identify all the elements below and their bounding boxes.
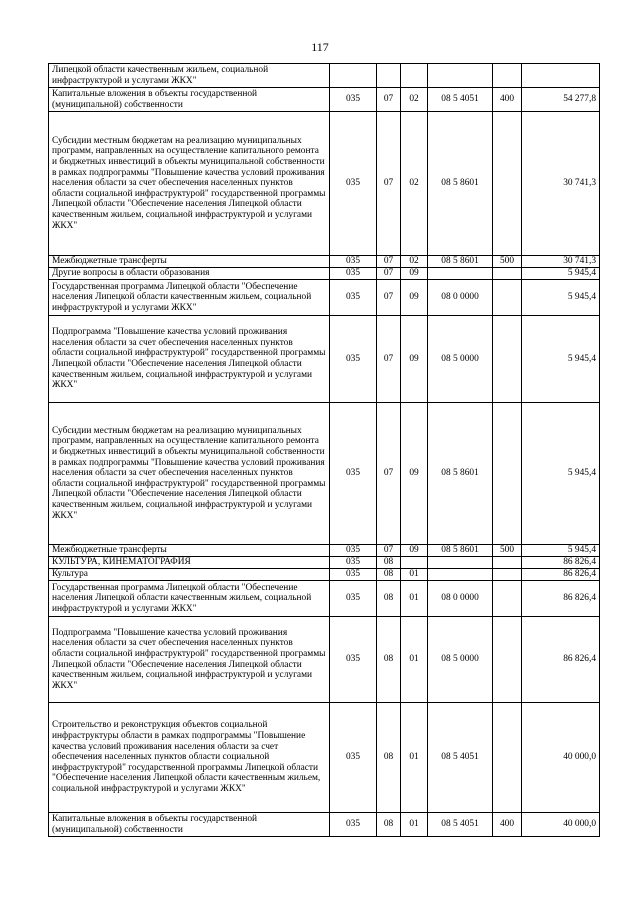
amount-cell: 86 826,4	[522, 581, 600, 617]
target-code-cell	[428, 64, 493, 88]
row-name-cell: Культура	[49, 569, 330, 581]
expense-type-cell	[493, 280, 522, 316]
admin-code-cell: 035	[330, 557, 377, 569]
admin-code-cell	[330, 64, 377, 88]
amount-cell: 5 945,4	[522, 316, 600, 403]
row-name-cell: Липецкой области качественным жильем, социальной инфраструктурой и услугами ЖКХ"	[49, 64, 330, 88]
table-row	[49, 569, 600, 581]
row-name-cell: Строительство и реконструкция объектов социальной инфраструктуры области в рамках подпрограммы "Повышение качества условий проживания населения области за счет обеспечения населенных пунктов области социальной инфраструктурой" государственной программы Липецкой области "Обеспечение населения Липецкой области качественным жильем, социальной инфраструктурой и услугами ЖКХ"	[49, 703, 330, 813]
amount-cell: 5 945,4	[522, 280, 600, 316]
target-code-cell: 08 5 8601	[428, 112, 493, 256]
admin-code-cell: 035	[330, 112, 377, 256]
amount-cell: 40 000,0	[522, 813, 600, 837]
section-code-cell: 07	[377, 268, 401, 280]
section-code-cell	[377, 64, 401, 88]
table-row	[49, 316, 600, 403]
subsection-code-cell: 01	[401, 703, 428, 813]
expense-type-cell: 400	[493, 88, 522, 112]
amount-cell: 40 000,0	[522, 703, 600, 813]
target-code-cell: 08 0 0000	[428, 581, 493, 617]
table-row	[49, 617, 600, 703]
target-code-cell: 08 5 8601	[428, 256, 493, 268]
row-name-cell: Субсидии местным бюджетам на реализацию муниципальных программ, направленных на осуществление капитального ремонта и бюджетных инвестиций в объекты муниципальной собственности в рамках подпрограммы "Повышение качества условий проживания населения области за счет обеспечения населенных пунктов области социальной инфраструктурой" государственной программы Липецкой области "Обеспечение населения Липецкой области качественным жильем, социальной инфраструктурой и услугами ЖКХ"	[49, 112, 330, 256]
expense-type-cell	[493, 703, 522, 813]
subsection-code-cell: 09	[401, 268, 428, 280]
section-code-cell: 08	[377, 581, 401, 617]
subsection-code-cell: 01	[401, 617, 428, 703]
subsection-code-cell: 09	[401, 403, 428, 545]
row-name-cell: Межбюджетные трансферты	[49, 256, 330, 268]
expense-type-cell	[493, 581, 522, 617]
table-row	[49, 112, 600, 256]
admin-code-cell: 035	[330, 280, 377, 316]
expense-type-cell	[493, 403, 522, 545]
table-row	[49, 557, 600, 569]
amount-cell: 86 826,4	[522, 569, 600, 581]
subsection-code-cell	[401, 557, 428, 569]
row-name-cell: Подпрограмма "Повышение качества условий проживания населения области за счет обеспечения населенных пунктов области социальной инфраструктурой" государственной программы Липецкой области "Обеспечение населения Липецкой области качественным жильем, социальной инфраструктурой и услугами ЖКХ"	[49, 617, 330, 703]
subsection-code-cell: 02	[401, 88, 428, 112]
target-code-cell: 08 5 8601	[428, 545, 493, 557]
table-row	[49, 256, 600, 268]
section-code-cell: 08	[377, 813, 401, 837]
admin-code-cell: 035	[330, 256, 377, 268]
admin-code-cell: 035	[330, 581, 377, 617]
row-name-cell: Подпрограмма "Повышение качества условий проживания населения области за счет обеспечения населенных пунктов области социальной инфраструктурой" государственной программы Липецкой области "Обеспечение населения Липецкой области качественным жильем, социальной инфраструктурой и услугами ЖКХ"	[49, 316, 330, 403]
admin-code-cell: 035	[330, 268, 377, 280]
target-code-cell: 08 5 0000	[428, 316, 493, 403]
expense-type-cell: 500	[493, 256, 522, 268]
subsection-code-cell: 09	[401, 545, 428, 557]
expense-type-cell	[493, 569, 522, 581]
target-code-cell	[428, 569, 493, 581]
target-code-cell: 08 5 4051	[428, 703, 493, 813]
amount-cell: 5 945,4	[522, 545, 600, 557]
row-name-cell: Государственная программа Липецкой области "Обеспечение населения Липецкой области качественным жильем, социальной инфраструктурой и услугами ЖКХ"	[49, 581, 330, 617]
row-name-cell: Капитальные вложения в объекты государственной (муниципальной) собственности	[49, 88, 330, 112]
row-name-cell: Субсидии местным бюджетам на реализацию муниципальных программ, направленных на осуществление капитального ремонта и бюджетных инвестиций в объекты муниципальной собственности в рамках подпрограммы "Повышение качества условий проживания населения области за счет обеспечения населенных пунктов области социальной инфраструктурой" государственной программы Липецкой области "Обеспечение населения Липецкой области качественным жильем, социальной инфраструктурой и услугами ЖКХ"	[49, 403, 330, 545]
table-row	[49, 88, 600, 112]
section-code-cell: 08	[377, 569, 401, 581]
subsection-code-cell: 02	[401, 112, 428, 256]
section-code-cell: 07	[377, 112, 401, 256]
table-row	[49, 581, 600, 617]
section-code-cell: 08	[377, 617, 401, 703]
table-row	[49, 64, 600, 88]
row-name-cell: Другие вопросы в области образования	[49, 268, 330, 280]
subsection-code-cell: 09	[401, 316, 428, 403]
subsection-code-cell: 01	[401, 813, 428, 837]
target-code-cell	[428, 557, 493, 569]
expense-type-cell	[493, 64, 522, 88]
amount-cell	[522, 64, 600, 88]
section-code-cell: 08	[377, 703, 401, 813]
section-code-cell: 07	[377, 256, 401, 268]
admin-code-cell: 035	[330, 569, 377, 581]
expense-type-cell	[493, 617, 522, 703]
section-code-cell: 07	[377, 280, 401, 316]
amount-cell: 30 741,3	[522, 256, 600, 268]
expense-type-cell: 400	[493, 813, 522, 837]
subsection-code-cell: 01	[401, 569, 428, 581]
page-number: 117	[311, 40, 329, 54]
table-row	[49, 268, 600, 280]
target-code-cell: 08 5 4051	[428, 88, 493, 112]
target-code-cell: 08 5 8601	[428, 403, 493, 545]
admin-code-cell: 035	[330, 545, 377, 557]
row-name-cell: Государственная программа Липецкой области "Обеспечение населения Липецкой области качественным жильем, социальной инфраструктурой и услугами ЖКХ"	[49, 280, 330, 316]
amount-cell: 5 945,4	[522, 403, 600, 545]
target-code-cell: 08 5 0000	[428, 617, 493, 703]
table-row	[49, 545, 600, 557]
amount-cell: 30 741,3	[522, 112, 600, 256]
subsection-code-cell: 09	[401, 280, 428, 316]
row-name-cell: Межбюджетные трансферты	[49, 545, 330, 557]
table-row	[49, 703, 600, 813]
table-row	[49, 280, 600, 316]
expense-type-cell	[493, 316, 522, 403]
amount-cell: 86 826,4	[522, 617, 600, 703]
row-name-cell: КУЛЬТУРА, КИНЕМАТОГРАФИЯ	[49, 557, 330, 569]
expense-type-cell	[493, 268, 522, 280]
admin-code-cell: 035	[330, 403, 377, 545]
budget-table	[48, 63, 600, 837]
target-code-cell: 08 5 4051	[428, 813, 493, 837]
expense-type-cell: 500	[493, 545, 522, 557]
admin-code-cell: 035	[330, 813, 377, 837]
table-row	[49, 813, 600, 837]
section-code-cell: 07	[377, 316, 401, 403]
target-code-cell	[428, 268, 493, 280]
subsection-code-cell: 01	[401, 581, 428, 617]
row-name-cell: Капитальные вложения в объекты государственной (муниципальной) собственности	[49, 813, 330, 837]
admin-code-cell: 035	[330, 703, 377, 813]
admin-code-cell: 035	[330, 617, 377, 703]
table-row	[49, 403, 600, 545]
section-code-cell: 07	[377, 88, 401, 112]
amount-cell: 86 826,4	[522, 557, 600, 569]
section-code-cell: 07	[377, 403, 401, 545]
subsection-code-cell	[401, 64, 428, 88]
target-code-cell: 08 0 0000	[428, 280, 493, 316]
admin-code-cell: 035	[330, 316, 377, 403]
section-code-cell: 08	[377, 557, 401, 569]
expense-type-cell	[493, 557, 522, 569]
admin-code-cell: 035	[330, 88, 377, 112]
amount-cell: 54 277,8	[522, 88, 600, 112]
amount-cell: 5 945,4	[522, 268, 600, 280]
expense-type-cell	[493, 112, 522, 256]
section-code-cell: 07	[377, 545, 401, 557]
subsection-code-cell: 02	[401, 256, 428, 268]
